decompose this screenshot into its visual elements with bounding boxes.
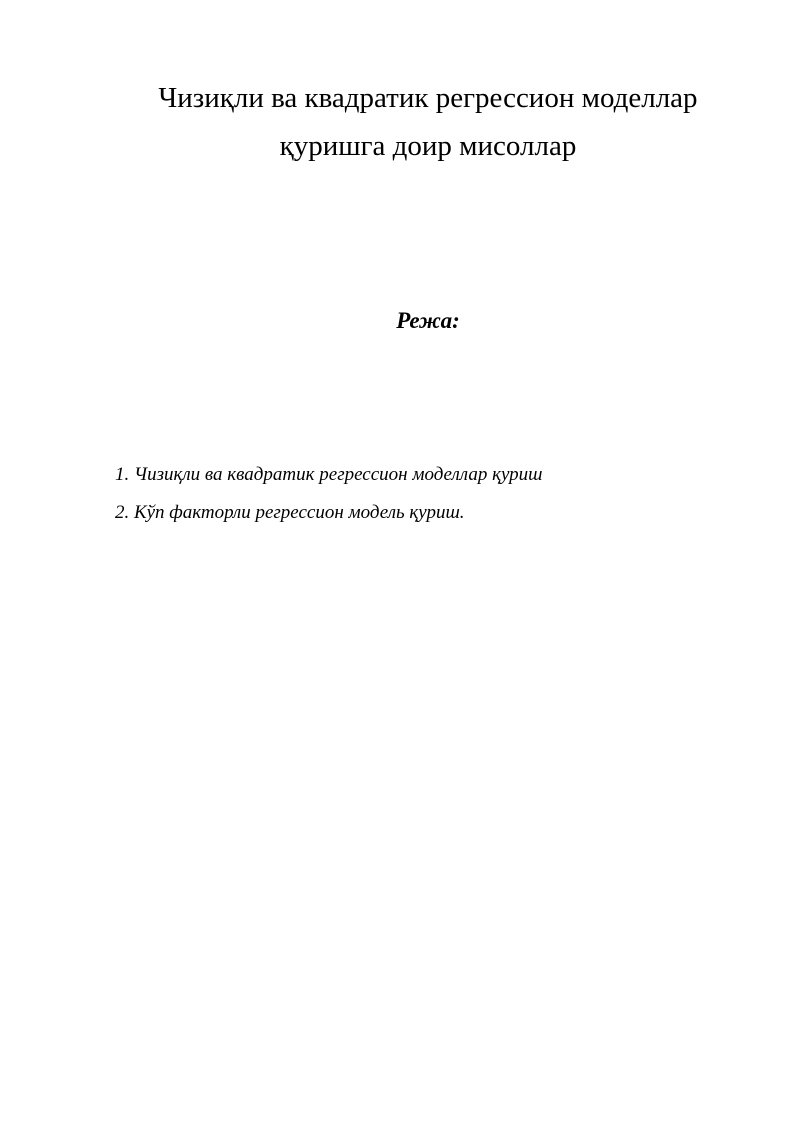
plan-item-number: 2. [115,502,130,523]
title-line-1: Чизиқли ва квадратик регрессион моделлар [158,82,698,114]
plan-item-number: 1. [115,464,130,485]
plan-list [115,461,542,537]
title-line-2: қуришга доир мисоллар [279,130,577,162]
plan-item-text: Кўп факторли регрессион модель қуриш. [134,502,465,523]
plan-heading: Режа: [396,308,460,333]
document-title [0,74,800,170]
plan-list-item [115,461,542,499]
plan-list-item [115,499,542,537]
plan-item-text: Чизиқли ва квадратик регрессион моделлар қуриш [134,464,543,485]
